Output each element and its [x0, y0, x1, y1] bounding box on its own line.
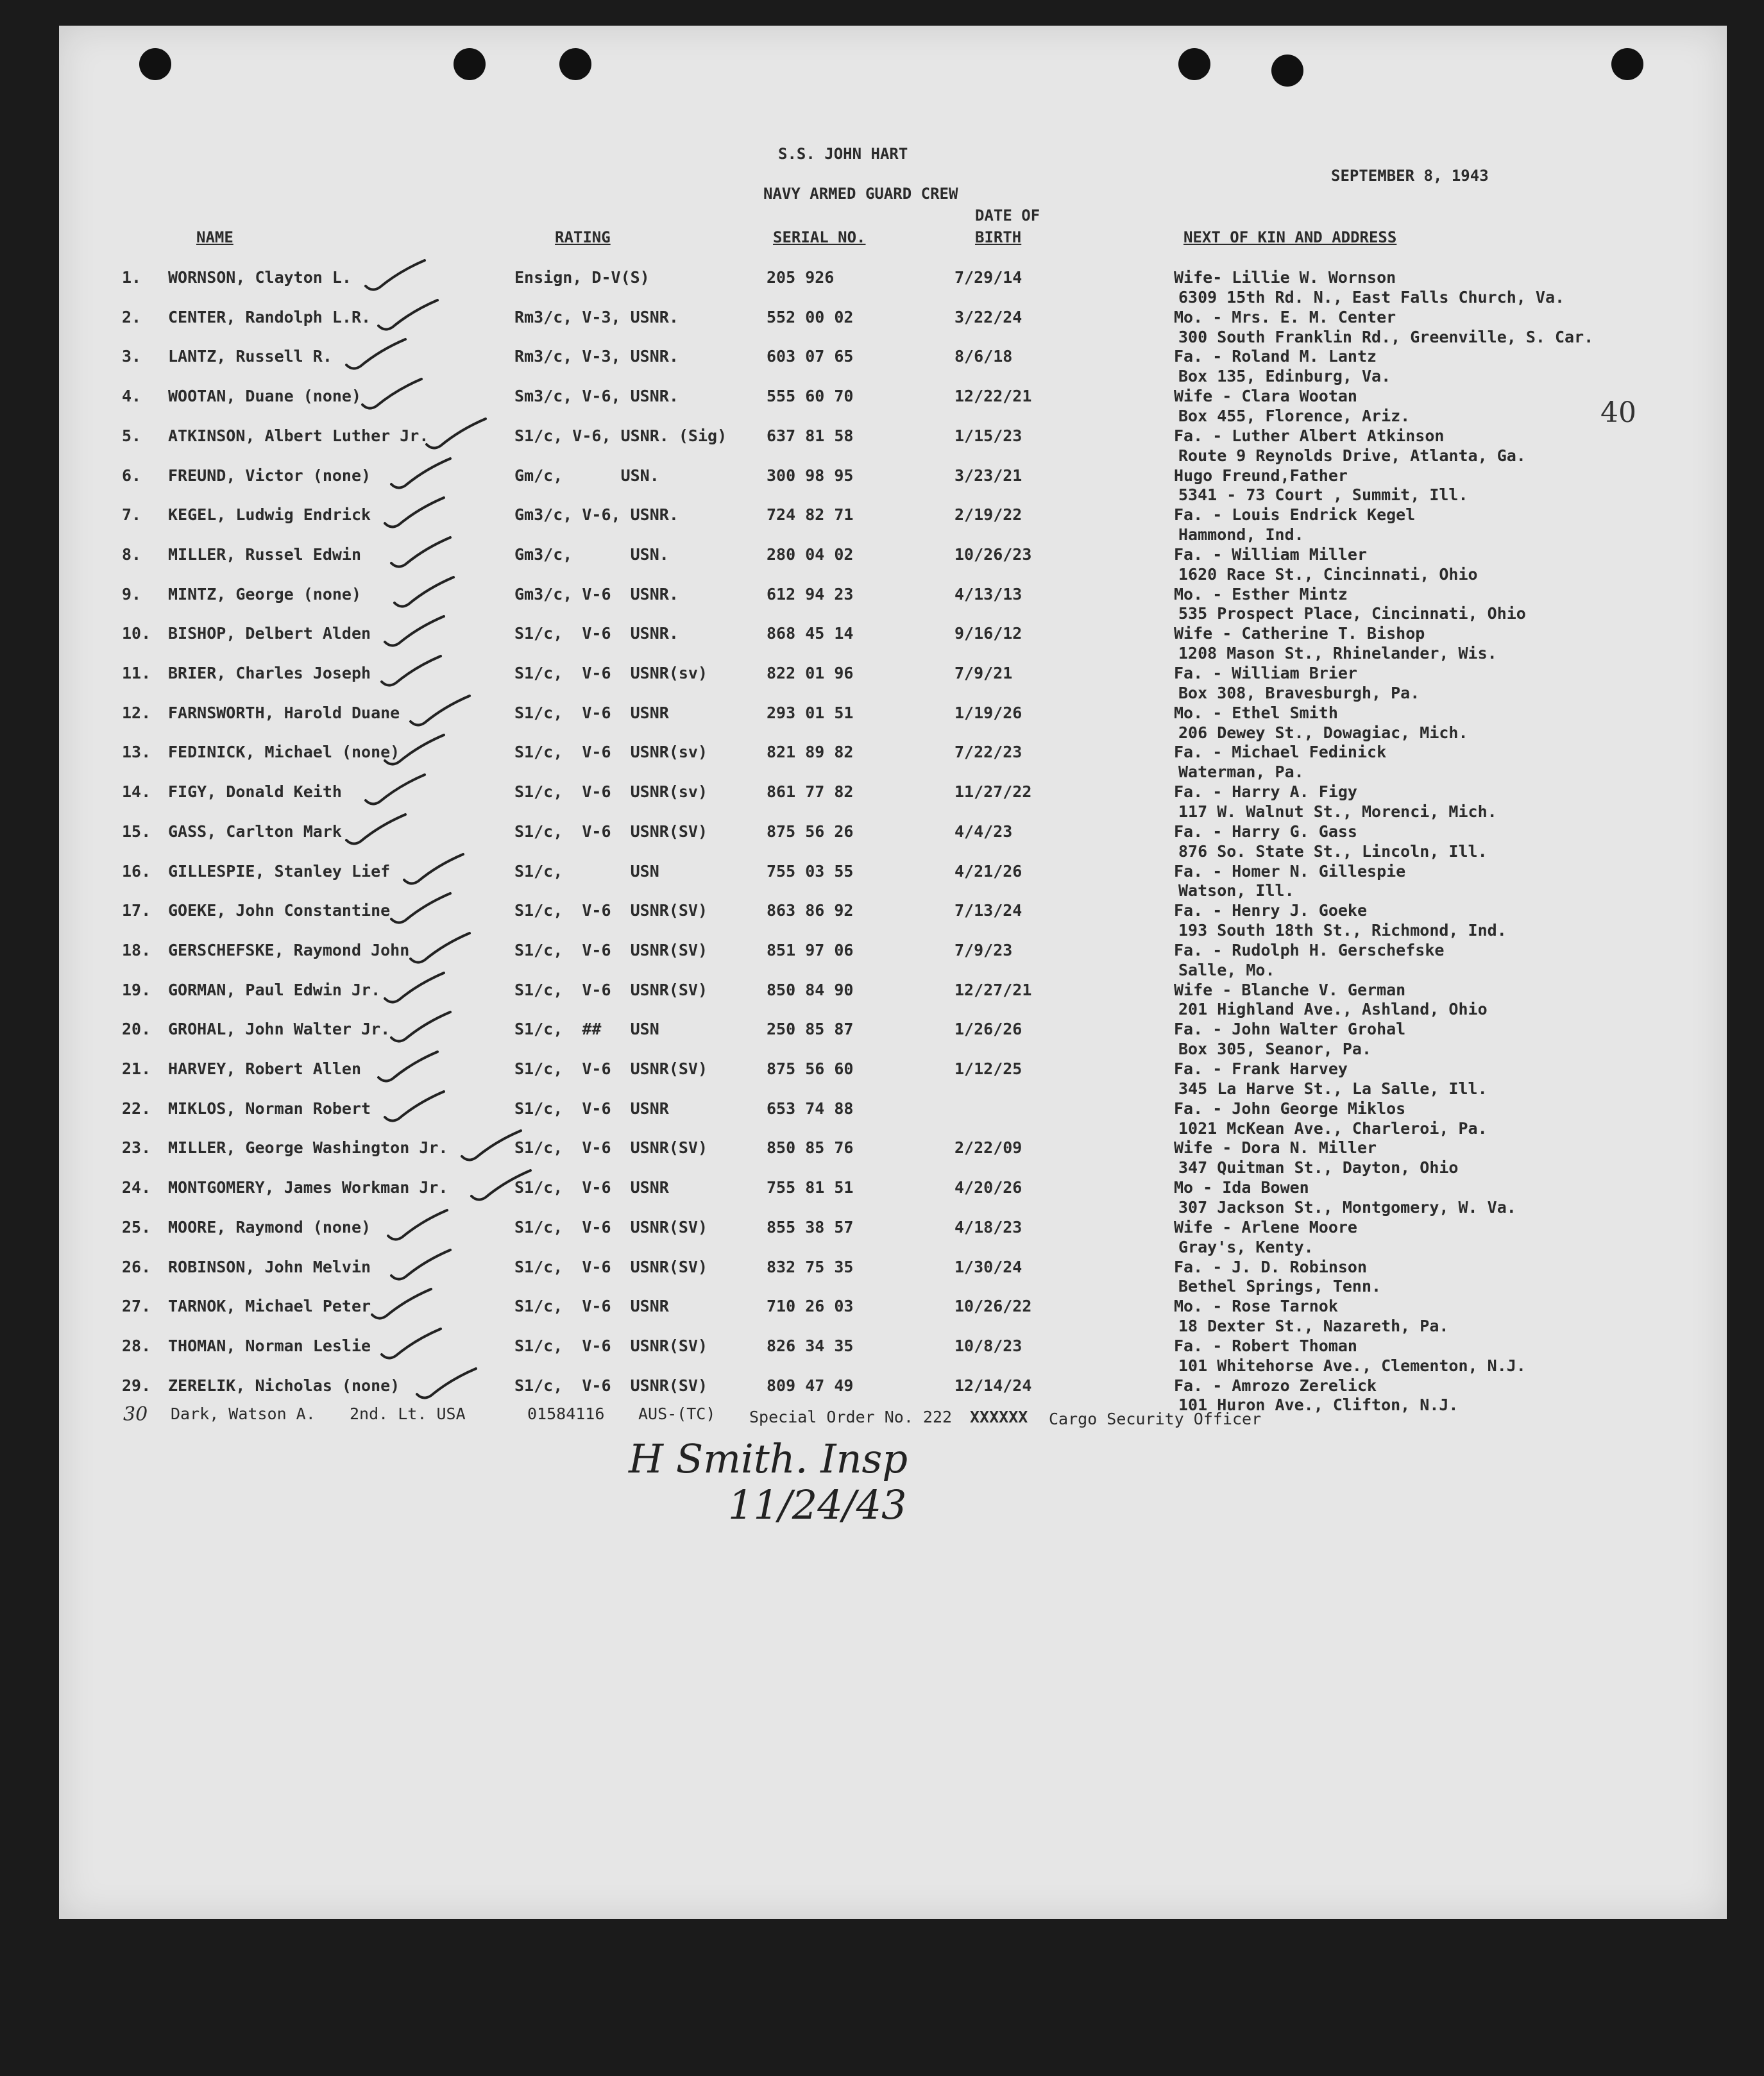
row-number: 27. [122, 1297, 151, 1315]
kin-line: Wife - Blanche V. German [1174, 981, 1406, 999]
row-number: 6. [122, 466, 142, 485]
check-mark [372, 1289, 431, 1319]
kin-line: 193 South 18th St., Richmond, Ind. [1178, 921, 1507, 940]
crew-name: GILLESPIE, Stanley Lief [168, 862, 391, 881]
row-number: 2. [122, 308, 142, 326]
crew-serial: 300 98 95 [767, 466, 854, 485]
crew-name: MOORE, Raymond (none) [168, 1218, 371, 1236]
crew-name: CENTER, Randolph L.R. [168, 308, 371, 326]
kin-line: Fa. - William Brier [1174, 664, 1357, 682]
check-mark [404, 854, 463, 884]
crew-dob: 1/12/25 [954, 1059, 1022, 1078]
crew-name: FEDINICK, Michael (none) [168, 743, 400, 761]
kin-line: Fa. - Louis Endrick Kegel [1174, 505, 1416, 524]
crew-serial: 293 01 51 [767, 704, 854, 722]
crew-dob: 4/13/13 [954, 585, 1022, 603]
check-mark [366, 260, 425, 290]
crew-dob: 4/18/23 [954, 1218, 1022, 1236]
check-mark [411, 696, 470, 725]
kin-line: Wife - Clara Wootan [1174, 387, 1357, 405]
inspection-date: 11/24/43 [728, 1481, 907, 1528]
crew-rating: S1/c, V-6 USNR(SV) [514, 1138, 708, 1157]
check-mark [388, 1210, 447, 1240]
crew-rating: S1/c, V-6 USNR(SV) [514, 1258, 708, 1276]
kin-line: Hugo Freund,Father [1174, 466, 1348, 485]
check-mark [471, 1170, 530, 1200]
check-mark [391, 1250, 450, 1279]
row-number: 7. [122, 505, 142, 524]
crew-name: GORMAN, Paul Edwin Jr. [168, 981, 381, 999]
row-number: 9. [122, 585, 142, 603]
crew-rating: S1/c, V-6, USNR. (Sig) [514, 426, 727, 445]
crew-rating: S1/c, V-6 USNR(sv) [514, 664, 708, 682]
column-header-dob-line1: DATE OF [975, 207, 1040, 224]
kin-line: Fa. - William Miller [1174, 545, 1368, 564]
row-number: 3. [122, 347, 142, 366]
crew-name: ATKINSON, Albert Luther Jr. [168, 426, 429, 445]
crew-rating: S1/c, V-6 USNR [514, 1099, 669, 1118]
crew-serial: 832 75 35 [767, 1258, 854, 1276]
crew-serial: 552 00 02 [767, 308, 854, 326]
row-number: 5. [122, 426, 142, 445]
page-number: 40 [1600, 396, 1636, 429]
row-number: 15. [122, 822, 151, 841]
crew-name: ROBINSON, John Melvin [168, 1258, 371, 1276]
crew-serial: 868 45 14 [767, 624, 854, 643]
crew-serial: 821 89 82 [767, 743, 854, 761]
kin-line: Fa. - John Walter Grohal [1174, 1020, 1406, 1038]
kin-line: 347 Quitman St., Dayton, Ohio [1178, 1158, 1459, 1177]
row-number: 22. [122, 1099, 151, 1118]
crew-dob: 1/30/24 [954, 1258, 1022, 1276]
check-mark [382, 1329, 441, 1358]
row-number: 23. [122, 1138, 151, 1157]
kin-line: Wife- Lillie W. Wornson [1174, 268, 1396, 287]
check-mark [378, 1052, 437, 1081]
check-mark [391, 459, 450, 488]
crew-serial: 809 47 49 [767, 1376, 854, 1395]
crew-name: FIGY, Donald Keith [168, 782, 342, 801]
crew-name: GERSCHEFSKE, Raymond John [168, 941, 410, 959]
crew-dob: 7/13/24 [954, 901, 1022, 920]
kin-line: Bethel Springs, Tenn. [1178, 1277, 1382, 1295]
crew-rating: S1/c, USN [514, 862, 659, 881]
row-number: 24. [122, 1178, 151, 1197]
extra-row-name: Dark, Watson A. [171, 1405, 316, 1423]
extra-row-duty: Cargo Security Officer [1049, 1410, 1262, 1428]
crew-name: MILLER, Russel Edwin [168, 545, 362, 564]
crew-rating: Rm3/c, V-3, USNR. [514, 347, 679, 366]
check-mark [362, 379, 421, 409]
kin-line: 1620 Race St., Cincinnati, Ohio [1178, 565, 1478, 584]
row-number: 25. [122, 1218, 151, 1236]
row-number: 14. [122, 782, 151, 801]
crew-dob: 7/9/21 [954, 664, 1013, 682]
crew-name: MONTGOMERY, James Workman Jr. [168, 1178, 448, 1197]
row-number: 12. [122, 704, 151, 722]
kin-line: Fa. - Robert Thoman [1174, 1337, 1357, 1355]
crew-serial: 822 01 96 [767, 664, 854, 682]
crew-serial: 851 97 06 [767, 941, 854, 959]
crew-rating: S1/c, ## USN [514, 1020, 659, 1038]
crew-rating: S1/c, V-6 USNR [514, 1297, 669, 1315]
crew-serial: 205 926 [767, 268, 835, 287]
kin-line: 6309 15th Rd. N., East Falls Church, Va. [1178, 288, 1565, 307]
crew-rating: Gm/c, USN. [514, 466, 659, 485]
kin-line: Watson, Ill. [1178, 881, 1294, 900]
crew-dob: 2/22/09 [954, 1138, 1022, 1157]
extra-row-order: Special Order No. 222 [749, 1408, 953, 1426]
kin-line: 300 South Franklin Rd., Greenville, S. Car. [1178, 328, 1594, 346]
kin-line: 117 W. Walnut St., Morenci, Mich. [1178, 802, 1497, 821]
row-number: 29. [122, 1376, 151, 1395]
crew-dob: 12/14/24 [954, 1376, 1032, 1395]
crew-serial: 861 77 82 [767, 782, 854, 801]
check-mark [391, 1012, 450, 1042]
check-mark [385, 616, 444, 646]
check-mark [385, 1092, 444, 1121]
kin-line: 101 Huron Ave., Clifton, N.J. [1178, 1396, 1459, 1414]
kin-line: Wife - Catherine T. Bishop [1174, 624, 1425, 643]
crew-dob: 12/22/21 [954, 387, 1032, 405]
row-number: 28. [122, 1337, 151, 1355]
kin-line: 1208 Mason St., Rhinelander, Wis. [1178, 644, 1497, 662]
kin-line: Fa. - Henry J. Goeke [1174, 901, 1368, 920]
row-number: 4. [122, 387, 142, 405]
check-mark [411, 933, 470, 963]
crew-rating: Rm3/c, V-3, USNR. [514, 308, 679, 326]
crew-serial: 826 34 35 [767, 1337, 854, 1355]
kin-line: 876 So. State St., Lincoln, Ill. [1178, 842, 1488, 861]
check-mark [462, 1131, 521, 1160]
column-header-rating: RATING [555, 228, 611, 246]
crew-name: BISHOP, Delbert Alden [168, 624, 371, 643]
crew-name: BRIER, Charles Joseph [168, 664, 371, 682]
crew-serial: 653 74 88 [767, 1099, 854, 1118]
crew-serial: 855 38 57 [767, 1218, 854, 1236]
crew-serial: 875 56 26 [767, 822, 854, 841]
crew-name: HARVEY, Robert Allen [168, 1059, 362, 1078]
crew-name: MIKLOS, Norman Robert [168, 1099, 371, 1118]
extra-row-struck-text: XXXXXX [970, 1408, 1028, 1426]
crew-dob: 10/26/22 [954, 1297, 1032, 1315]
row-number: 13. [122, 743, 151, 761]
kin-line: Fa. - Luther Albert Atkinson [1174, 426, 1445, 445]
crew-name: THOMAN, Norman Leslie [168, 1337, 371, 1355]
crew-name: GROHAL, John Walter Jr. [168, 1020, 391, 1038]
kin-line: Fa. - J. D. Robinson [1174, 1258, 1368, 1276]
crew-serial: 710 26 03 [767, 1297, 854, 1315]
crew-rating: S1/c, V-6 USNR [514, 1178, 669, 1197]
crew-rating: Sm3/c, V-6, USNR. [514, 387, 679, 405]
crew-dob: 3/23/21 [954, 466, 1022, 485]
crew-dob: 10/8/23 [954, 1337, 1022, 1355]
crew-rating: S1/c, V-6 USNR(SV) [514, 981, 708, 999]
check-mark [346, 339, 405, 369]
crew-dob: 9/16/12 [954, 624, 1022, 643]
crew-rating: Gm3/c, V-6 USNR. [514, 585, 679, 603]
crew-serial: 850 84 90 [767, 981, 854, 999]
crew-serial: 280 04 02 [767, 545, 854, 564]
crew-serial: 850 85 76 [767, 1138, 854, 1157]
crew-name: FREUND, Victor (none) [168, 466, 371, 485]
check-mark [346, 814, 405, 844]
row-number: 18. [122, 941, 151, 959]
row-number: 21. [122, 1059, 151, 1078]
crew-serial: 755 03 55 [767, 862, 854, 881]
crew-name: WORNSON, Clayton L. [168, 268, 352, 287]
extra-row-branch: AUS-(TC) [638, 1405, 716, 1423]
crew-rating: S1/c, V-6 USNR(SV) [514, 1376, 708, 1395]
kin-line: Mo. - Rose Tarnok [1174, 1297, 1338, 1315]
crew-rating: Gm3/c, V-6, USNR. [514, 505, 679, 524]
crew-name: TARNOK, Michael Peter [168, 1297, 371, 1315]
crew-dob: 2/19/22 [954, 505, 1022, 524]
kin-line: 5341 - 73 Court , Summit, Ill. [1178, 485, 1468, 504]
row-number: 26. [122, 1258, 151, 1276]
crew-dob: 4/21/26 [954, 862, 1022, 881]
crew-name: MILLER, George Washington Jr. [168, 1138, 448, 1157]
crew-dob: 8/6/18 [954, 347, 1013, 366]
row-number: 1. [122, 268, 142, 287]
crew-name: WOOTAN, Duane (none) [168, 387, 362, 405]
column-header-name: NAME [196, 228, 233, 246]
row-number: 19. [122, 981, 151, 999]
crew-dob: 4/20/26 [954, 1178, 1022, 1197]
crew-serial: 724 82 71 [767, 505, 854, 524]
crew-rating: S1/c, V-6 USNR(SV) [514, 1059, 708, 1078]
crew-serial: 875 56 60 [767, 1059, 854, 1078]
crew-name: GOEKE, John Constantine [168, 901, 391, 920]
crew-rating: S1/c, V-6 USNR(sv) [514, 743, 708, 761]
crew-name: LANTZ, Russell R. [168, 347, 332, 366]
extra-row-serial: 01584116 [527, 1405, 605, 1423]
kin-line: Wife - Dora N. Miller [1174, 1138, 1377, 1157]
column-header-serial: SERIAL NO. [773, 228, 866, 246]
crew-name: GASS, Carlton Mark [168, 822, 342, 841]
kin-line: Fa. - Harry A. Figy [1174, 782, 1357, 801]
kin-line: Route 9 Reynolds Drive, Atlanta, Ga. [1178, 446, 1526, 465]
kin-line: 206 Dewey St., Dowagiac, Mich. [1178, 723, 1468, 742]
crew-name: FARNSWORTH, Harold Duane [168, 704, 400, 722]
crew-dob: 1/26/26 [954, 1020, 1022, 1038]
kin-line: Gray's, Kenty. [1178, 1238, 1314, 1256]
crew-dob: 7/9/23 [954, 941, 1013, 959]
kin-line: 1021 McKean Ave., Charleroi, Pa. [1178, 1119, 1488, 1138]
kin-line: 307 Jackson St., Montgomery, W. Va. [1178, 1198, 1516, 1217]
kin-line: Fa. - John George Miklos [1174, 1099, 1406, 1118]
row-number: 11. [122, 664, 151, 682]
kin-line: Mo. - Mrs. E. M. Center [1174, 308, 1396, 326]
kin-line: Fa. - Michael Fedinick [1174, 743, 1387, 761]
crew-dob: 1/19/26 [954, 704, 1022, 722]
column-header-kin: NEXT OF KIN AND ADDRESS [1183, 228, 1397, 246]
crew-dob: 7/22/23 [954, 743, 1022, 761]
row-number: 8. [122, 545, 142, 564]
document-date: SEPTEMBER 8, 1943 [1331, 167, 1489, 185]
crew-dob: 4/4/23 [954, 822, 1013, 841]
kin-line: 201 Highland Ave., Ashland, Ohio [1178, 1000, 1488, 1018]
kin-line: Fa. - Rudolph H. Gerschefske [1174, 941, 1445, 959]
kin-line: Mo. - Esther Mintz [1174, 585, 1348, 603]
check-mark [385, 498, 444, 527]
crew-dob: 12/27/21 [954, 981, 1032, 999]
crew-serial: 612 94 23 [767, 585, 854, 603]
kin-line: Fa. - Roland M. Lantz [1174, 347, 1377, 366]
kin-line: Box 305, Seanor, Pa. [1178, 1040, 1372, 1058]
extra-row-rating: 2nd. Lt. USA [350, 1405, 466, 1423]
crew-rating: S1/c, V-6 USNR [514, 704, 669, 722]
kin-line: 101 Whitehorse Ave., Clementon, N.J. [1178, 1356, 1526, 1375]
row-number: 16. [122, 862, 151, 881]
row-number: 17. [122, 901, 151, 920]
crew-dob: 1/15/23 [954, 426, 1022, 445]
extra-row-number: 30 [123, 1403, 148, 1426]
check-mark [394, 577, 454, 607]
kin-line: 18 Dexter St., Nazareth, Pa. [1178, 1317, 1449, 1335]
crew-serial: 603 07 65 [767, 347, 854, 366]
kin-line: Waterman, Pa. [1178, 763, 1304, 781]
crew-serial: 863 86 92 [767, 901, 854, 920]
check-mark [417, 1369, 476, 1398]
crew-rating: S1/c, V-6 USNR(SV) [514, 1337, 708, 1355]
crew-rating: S1/c, V-6 USNR(sv) [514, 782, 708, 801]
crew-dob: 10/26/23 [954, 545, 1032, 564]
crew-serial: 250 85 87 [767, 1020, 854, 1038]
ship-name: S.S. JOHN HART [778, 145, 908, 163]
crew-dob: 3/22/24 [954, 308, 1022, 326]
crew-rating: Ensign, D-V(S) [514, 268, 650, 287]
crew-rating: S1/c, V-6 USNR(SV) [514, 901, 708, 920]
crew-serial: 755 81 51 [767, 1178, 854, 1197]
kin-line: Mo. - Ethel Smith [1174, 704, 1338, 722]
check-mark [382, 656, 441, 686]
check-mark [378, 300, 437, 330]
check-mark [427, 419, 486, 448]
kin-line: Fa. - Harry G. Gass [1174, 822, 1357, 841]
row-number: 20. [122, 1020, 151, 1038]
kin-line: Mo - Ida Bowen [1174, 1178, 1309, 1197]
kin-line: Box 308, Bravesburgh, Pa. [1178, 684, 1420, 702]
check-mark [391, 537, 450, 567]
row-number: 10. [122, 624, 151, 643]
kin-line: 535 Prospect Place, Cincinnati, Ohio [1178, 604, 1526, 623]
crew-rating: S1/c, V-6 USNR(SV) [514, 941, 708, 959]
check-mark [385, 973, 444, 1002]
kin-line: Salle, Mo. [1178, 961, 1275, 979]
column-header-dob-line2: BIRTH [975, 228, 1022, 246]
crew-rating: S1/c, V-6 USNR(SV) [514, 822, 708, 841]
kin-line: Fa. - Homer N. Gillespie [1174, 862, 1406, 881]
crew-serial: 637 81 58 [767, 426, 854, 445]
crew-dob: 7/29/14 [954, 268, 1022, 287]
crew-name: MINTZ, George (none) [168, 585, 362, 603]
check-mark [366, 775, 425, 804]
kin-line: Box 135, Edinburg, Va. [1178, 367, 1391, 385]
crew-rating: S1/c, V-6 USNR. [514, 624, 679, 643]
check-mark [391, 893, 450, 923]
kin-line: Hammond, Ind. [1178, 525, 1304, 544]
kin-line: Wife - Arlene Moore [1174, 1218, 1357, 1236]
crew-name: ZERELIK, Nicholas (none) [168, 1376, 400, 1395]
crew-serial: 555 60 70 [767, 387, 854, 405]
crew-rating: S1/c, V-6 USNR(SV) [514, 1218, 708, 1236]
crew-dob: 11/27/22 [954, 782, 1032, 801]
check-mark [385, 735, 444, 764]
kin-line: Fa. - Frank Harvey [1174, 1059, 1348, 1078]
kin-line: Fa. - Amrozo Zerelick [1174, 1376, 1377, 1395]
crew-rating: Gm3/c, USN. [514, 545, 669, 564]
kin-line: Box 455, Florence, Ariz. [1178, 407, 1411, 425]
inspector-signature: H Smith. Insp [629, 1435, 908, 1482]
crew-name: KEGEL, Ludwig Endrick [168, 505, 371, 524]
kin-line: 345 La Harve St., La Salle, Ill. [1178, 1079, 1488, 1098]
document-title: NAVY ARMED GUARD CREW [763, 185, 958, 203]
